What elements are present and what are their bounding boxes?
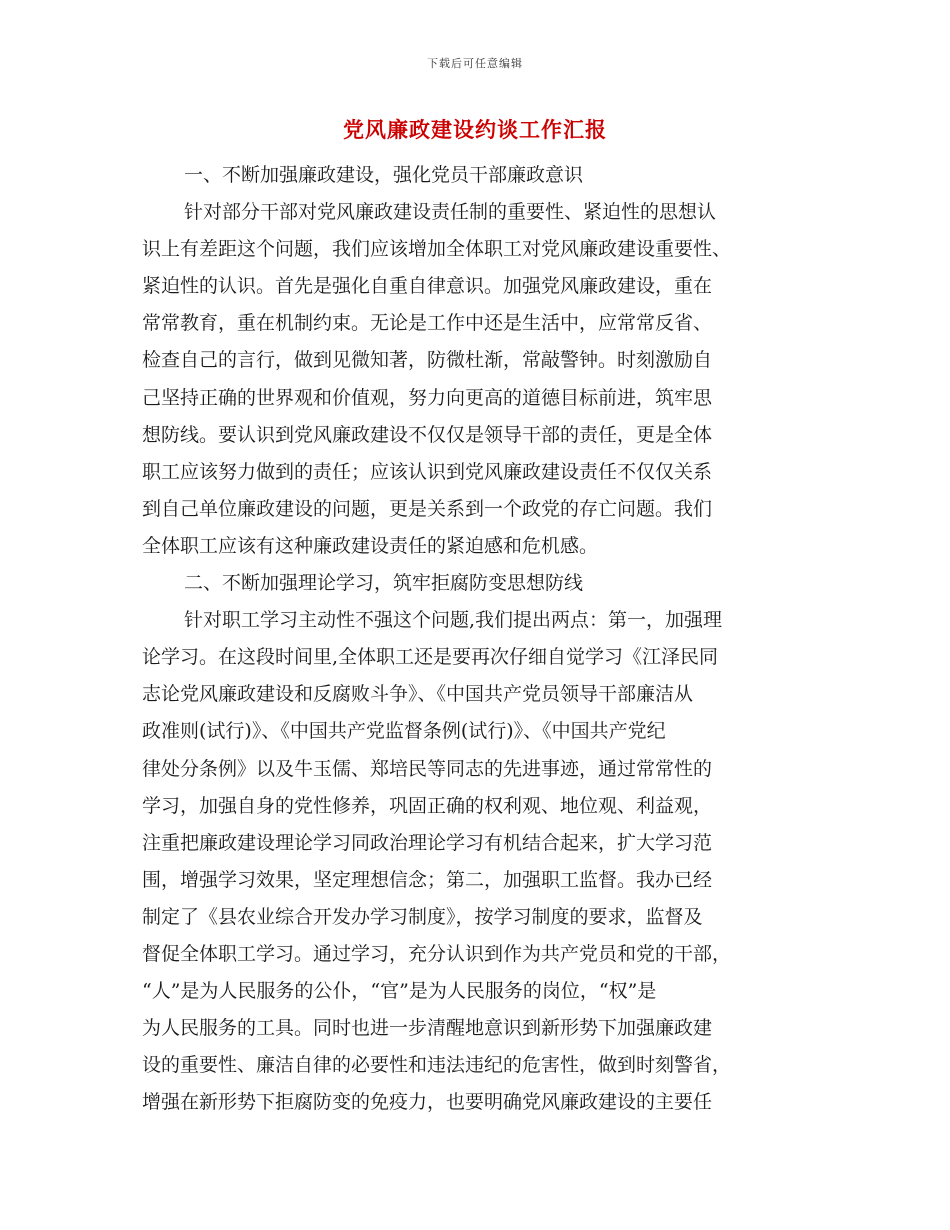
- text-line: 督促全体职工学习。通过学习，充分认识到作为共产党员和党的干部，: [142, 942, 732, 965]
- text-line: 全体职工应该有这种廉政建设责任的紧迫感和危机感。: [142, 534, 599, 557]
- text-line: 一、不断加强廉政建设，强化党员干部廉政意识: [184, 164, 584, 186]
- text-line: 常常教育，重在机制约束。无论是工作中还是生活中，应常常反省、: [142, 312, 713, 335]
- text-line: 律处分条例》以及牛玉儒、郑培民等同志的先进事迹，通过常常性的: [142, 757, 713, 780]
- text-line: 紧迫性的认识。首先是强化自重自律意识。加强党风廉政建设，重在: [142, 275, 713, 298]
- text-line: 志论党风廉政建设和反腐败斗争》、《中国共产党员领导干部廉洁从: [142, 683, 694, 706]
- text-line: 针对部分干部对党风廉政建设责任制的重要性、紧迫性的思想认: [184, 201, 717, 224]
- text-line: 到自己单位廉政建设的问题，更是关系到一个政党的存亡问题。我们: [142, 497, 713, 520]
- text-line: 学习，加强自身的党性修养，巩固正确的权利观、地位观、利益观，: [142, 794, 713, 817]
- text-line: 己坚持正确的世界观和价值观，努力向更高的道德目标前进，筑牢思: [142, 386, 713, 409]
- text-line: 增强在新形势下拒腐防变的免疫力，也要明确党风廉政建设的主要任: [142, 1091, 713, 1114]
- text-line: 设的重要性、廉洁自律的必要性和违法违纪的危害性，做到时刻警省，: [142, 1054, 732, 1077]
- text-line: 职工应该努力做到的责任；应该认识到党风廉政建设责任不仅仅关系: [142, 460, 713, 483]
- document-title: 党风廉政建设约谈工作汇报: [343, 117, 607, 142]
- text-line: 制定了《县农业综合开发办学习制度》，按学习制度的要求，监督及: [142, 905, 703, 928]
- text-line: 二、不断加强理论学习，筑牢拒腐防变思想防线: [184, 572, 584, 595]
- header-note: 下载后可任意编辑: [427, 57, 523, 70]
- text-line: 针对职工学习主动性不强这个问题,我们提出两点：第一，加强理: [184, 609, 723, 632]
- text-line: 论学习。在这段时间里,全体职工还是要再次仔细自觉学习《江泽民同: [142, 646, 719, 669]
- text-line: 围，增强学习效果，坚定理想信念；第二，加强职工监督。我办已经: [142, 868, 713, 891]
- document-body: [142, 157, 808, 1121]
- text-line: 政准则(试行)》、《中国共产党监督条例(试行)》、《中国共产党纪: [142, 720, 666, 743]
- text-line: 识上有差距这个问题，我们应该增加全体职工对党风廉政建设重要性、: [142, 238, 732, 261]
- text-line: “人”是为人民服务的公仆，“官”是为人民服务的岗位，“权”是: [142, 980, 657, 1003]
- text-line: 检查自己的言行，做到见微知著，防微杜渐，常敲警钟。时刻激励自: [142, 349, 713, 372]
- text-line: 想防线。要认识到党风廉政建设不仅仅是领导干部的责任，更是全体: [142, 423, 713, 446]
- text-line: 为人民服务的工具。同时也进一步清醒地意识到新形势下加强廉政建: [142, 1017, 713, 1040]
- text-line: 注重把廉政建设理论学习同政治理论学习有机结合起来，扩大学习范: [142, 831, 713, 854]
